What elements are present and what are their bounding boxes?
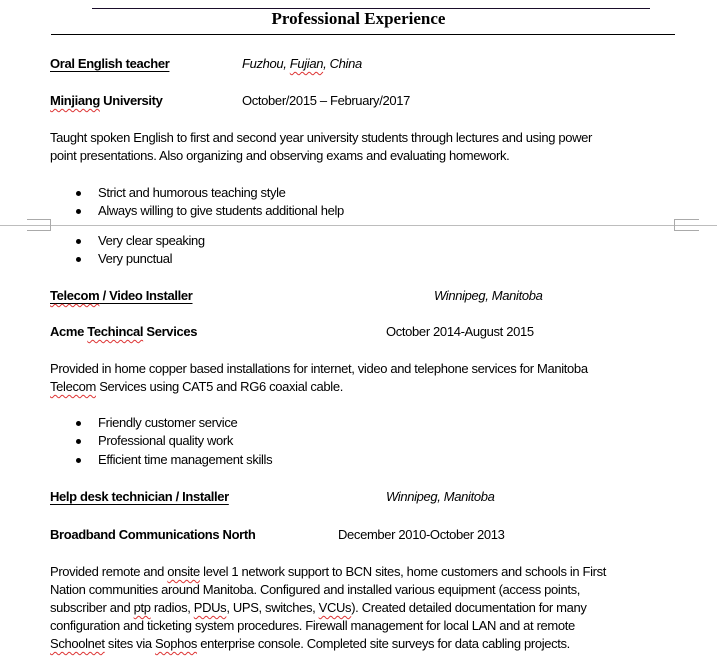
spellcheck-word[interactable]: Schoolnet <box>50 636 105 651</box>
description-text: subscriber and <box>50 600 134 615</box>
description-text: sites via <box>104 636 156 651</box>
employer-name: Broadband Communications North <box>50 527 256 542</box>
spellcheck-word[interactable]: Minjiang <box>50 93 100 108</box>
spellcheck-word[interactable]: Sophos <box>155 636 198 651</box>
employer-text: Services <box>143 324 198 339</box>
bullet-icon <box>76 458 81 463</box>
spellcheck-word[interactable]: Techincal <box>87 324 144 339</box>
page-margin-marker-right <box>674 219 699 231</box>
description-line: configuration and ticketing system procedures. Firewall management for local LAN and at remote <box>50 618 575 633</box>
bullet-icon <box>76 421 81 426</box>
description-text: radios, <box>150 600 194 615</box>
bullet-text: Strict and humorous teaching style <box>98 185 286 200</box>
employer-text: University <box>99 93 163 108</box>
job-description <box>50 563 690 653</box>
job-description <box>50 360 690 396</box>
bullet-icon <box>76 191 81 196</box>
spellcheck-word[interactable]: PDUs <box>193 600 227 615</box>
bullet-text: Friendly customer service <box>98 415 238 430</box>
description-line: Provided in home copper based installations for internet, video and telephone services for Manitoba <box>50 361 588 376</box>
description-line <box>50 599 690 617</box>
bullet-text: Always willing to give students additional help <box>98 203 344 218</box>
job-dates: December 2010-October 2013 <box>338 527 505 542</box>
job-title: Help desk technician / Installer <box>50 489 229 504</box>
description-line: Taught spoken English to first and second year university students through lectures and using power <box>50 130 593 145</box>
description-line <box>50 635 690 653</box>
page-break-line <box>0 225 717 226</box>
spellcheck-word[interactable]: Telecom <box>50 288 100 303</box>
bullet-icon <box>76 257 81 262</box>
description-text: Services using CAT5 and RG6 coaxial cable. <box>95 379 343 394</box>
bullet-text: Very clear speaking <box>98 233 205 248</box>
description-text: , UPS, switches, <box>226 600 319 615</box>
bullet-text: Very punctual <box>98 251 173 266</box>
spellcheck-word[interactable]: ptp <box>133 600 151 615</box>
job-location: Winnipeg, Manitoba <box>434 288 543 303</box>
description-text: enterprise console. Completed site surveys for data cabling projects. <box>197 636 570 651</box>
job-location: Winnipeg, Manitoba <box>386 489 495 504</box>
description-line: Nation communities around Manitoba. Configured and installed various equipment (access points, <box>50 582 581 597</box>
description-text: ). Created detailed documentation for many <box>351 600 587 615</box>
description-line: point presentations. Also organizing and observing exams and evaluating homework. <box>50 148 510 163</box>
header-bottom-rule <box>51 34 675 35</box>
employer-name <box>50 324 197 339</box>
employer-text: Acme <box>50 324 88 339</box>
job-description <box>50 129 690 165</box>
description-line <box>50 378 690 396</box>
employer-name <box>50 93 163 108</box>
page-margin-marker-left <box>27 219 51 231</box>
job-location <box>242 56 362 71</box>
spellcheck-word[interactable]: onsite <box>167 564 200 579</box>
bullet-text: Efficient time management skills <box>98 452 273 467</box>
bullet-text: Professional quality work <box>98 433 234 448</box>
spellcheck-word[interactable]: Telecom <box>50 379 96 394</box>
bullet-icon <box>76 439 81 444</box>
job-title <box>50 288 193 303</box>
description-line <box>50 563 690 581</box>
spellcheck-word[interactable]: Fujian <box>289 56 324 71</box>
title-text: / Video Installer <box>99 288 193 303</box>
location-text: , China <box>323 56 362 71</box>
description-text: Provided remote and <box>50 564 168 579</box>
spellcheck-word[interactable]: VCUs <box>318 600 352 615</box>
job-title: Oral English teacher <box>50 56 170 71</box>
location-text: Fuzhou, <box>242 56 290 71</box>
bullet-icon <box>76 209 81 214</box>
job-dates: October 2014-August 2015 <box>386 324 534 339</box>
section-heading: Professional Experience <box>271 9 446 28</box>
bullet-icon <box>76 239 81 244</box>
description-text: level 1 network support to BCN sites, home customers and schools in First <box>199 564 607 579</box>
job-dates: October/2015 – February/2017 <box>242 93 410 108</box>
